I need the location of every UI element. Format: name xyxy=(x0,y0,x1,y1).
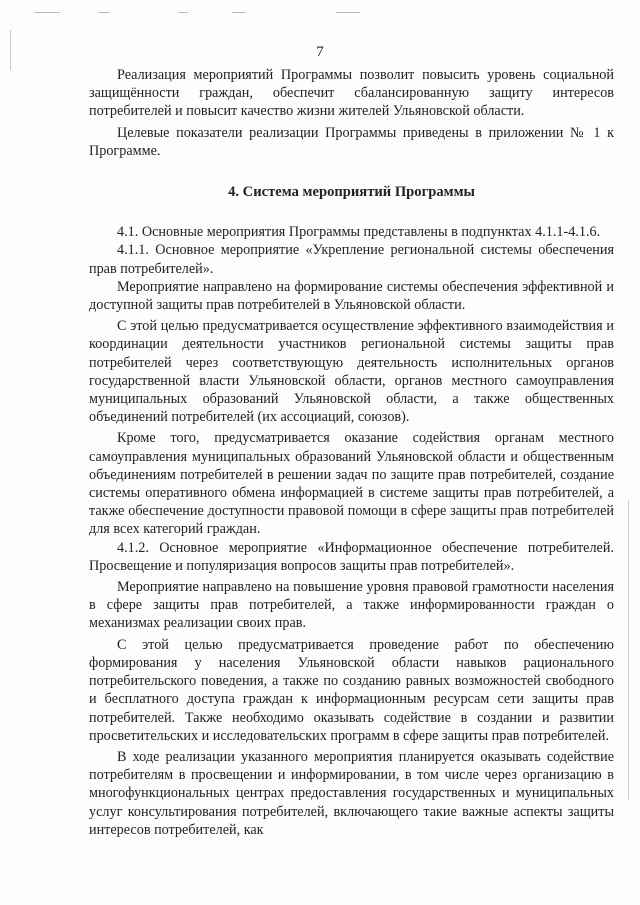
body-paragraph: Реализация мероприятий Программы позволит повысить уровень социальной защищённости граждан, обеспечит сбалансированную защиту интересов потребителей и повысит качество жизни жителей Ульяновской области. xyxy=(89,67,614,120)
body-paragraph: 4.1.1. Основное мероприятие «Укрепление региональной системы обеспечения прав потребителей». xyxy=(89,242,614,277)
body-paragraph: 4.1.2. Основное мероприятие «Информационное обеспечение потребителей. Просвещение и популяризация вопросов защиты прав потребителей». xyxy=(89,539,614,574)
body-paragraph: Мероприятие направлено на формирование системы обеспечения эффективной и доступной защиты прав потребителей в Ульяновской области. xyxy=(89,278,614,314)
body-paragraph: С этой целью предусматривается проведение работ по обеспечению формирования у населения Ульяновской области навыков рационального потребительского поведения, а также по созданию равных возможностей свободного и бесплатного доступа граждан к информационным ресурсам сети защиты прав потребителей. Также необходимо оказывать содействие в создании и развитии просветительских и исследовательских программ в сфере защиты прав потребителей. xyxy=(89,636,614,744)
scan-artifact xyxy=(628,500,629,800)
body-paragraph: С этой целью предусматривается осуществление эффективного взаимодействия и координации деятельности участников региональной системы защиты прав потребителей через соответствующую деятельность исполнительных органов государственной власти Ульяновской области, органов местного самоуправления муниципальных образований Ульяновской области, а также общественных объединений потребителей (их ассоциаций, союзов). xyxy=(89,318,614,426)
document-body xyxy=(89,66,614,839)
body-paragraph: Кроме того, предусматривается оказание содействия органам местного самоуправления муниципальных образований Ульяновской области и общественным объединениям потребителей в решении задач по защите прав потребителей, создание системы оперативного обмена информацией в системе защиты прав потребителей, а также обеспечение доступности правовой помощи в сфере защиты прав потребителей для всех категорий граждан. xyxy=(89,430,614,538)
scan-artifact xyxy=(178,12,188,13)
scan-artifact xyxy=(34,12,60,13)
body-paragraph: Мероприятие направлено на повышение уровня правовой грамотности населения в сфере защиты прав потребителей, а также информированности граждан о механизмах реализации своих прав. xyxy=(89,579,614,632)
body-paragraph: В ходе реализации указанного мероприятия планируется оказывать содействие потребителям в просвещении и информировании, в том числе через организацию в многофункциональных центрах предоставления государственных и муниципальных услуг консультирования потребителей, включающего такие важные аспекты защиты интересов потребителей, как xyxy=(89,748,614,838)
body-paragraph: Целевые показатели реализации Программы приведены в приложении № 1 к Программе. xyxy=(89,124,614,159)
scan-artifact xyxy=(232,12,246,13)
scan-artifact xyxy=(336,12,360,13)
body-paragraph: 4.1. Основные мероприятия Программы представлены в подпунктах 4.1.1-4.1.6. xyxy=(117,224,601,241)
scan-artifact xyxy=(98,12,110,13)
section-heading: 4. Система мероприятий Программы xyxy=(228,184,475,201)
page-number: 7 xyxy=(316,44,324,60)
